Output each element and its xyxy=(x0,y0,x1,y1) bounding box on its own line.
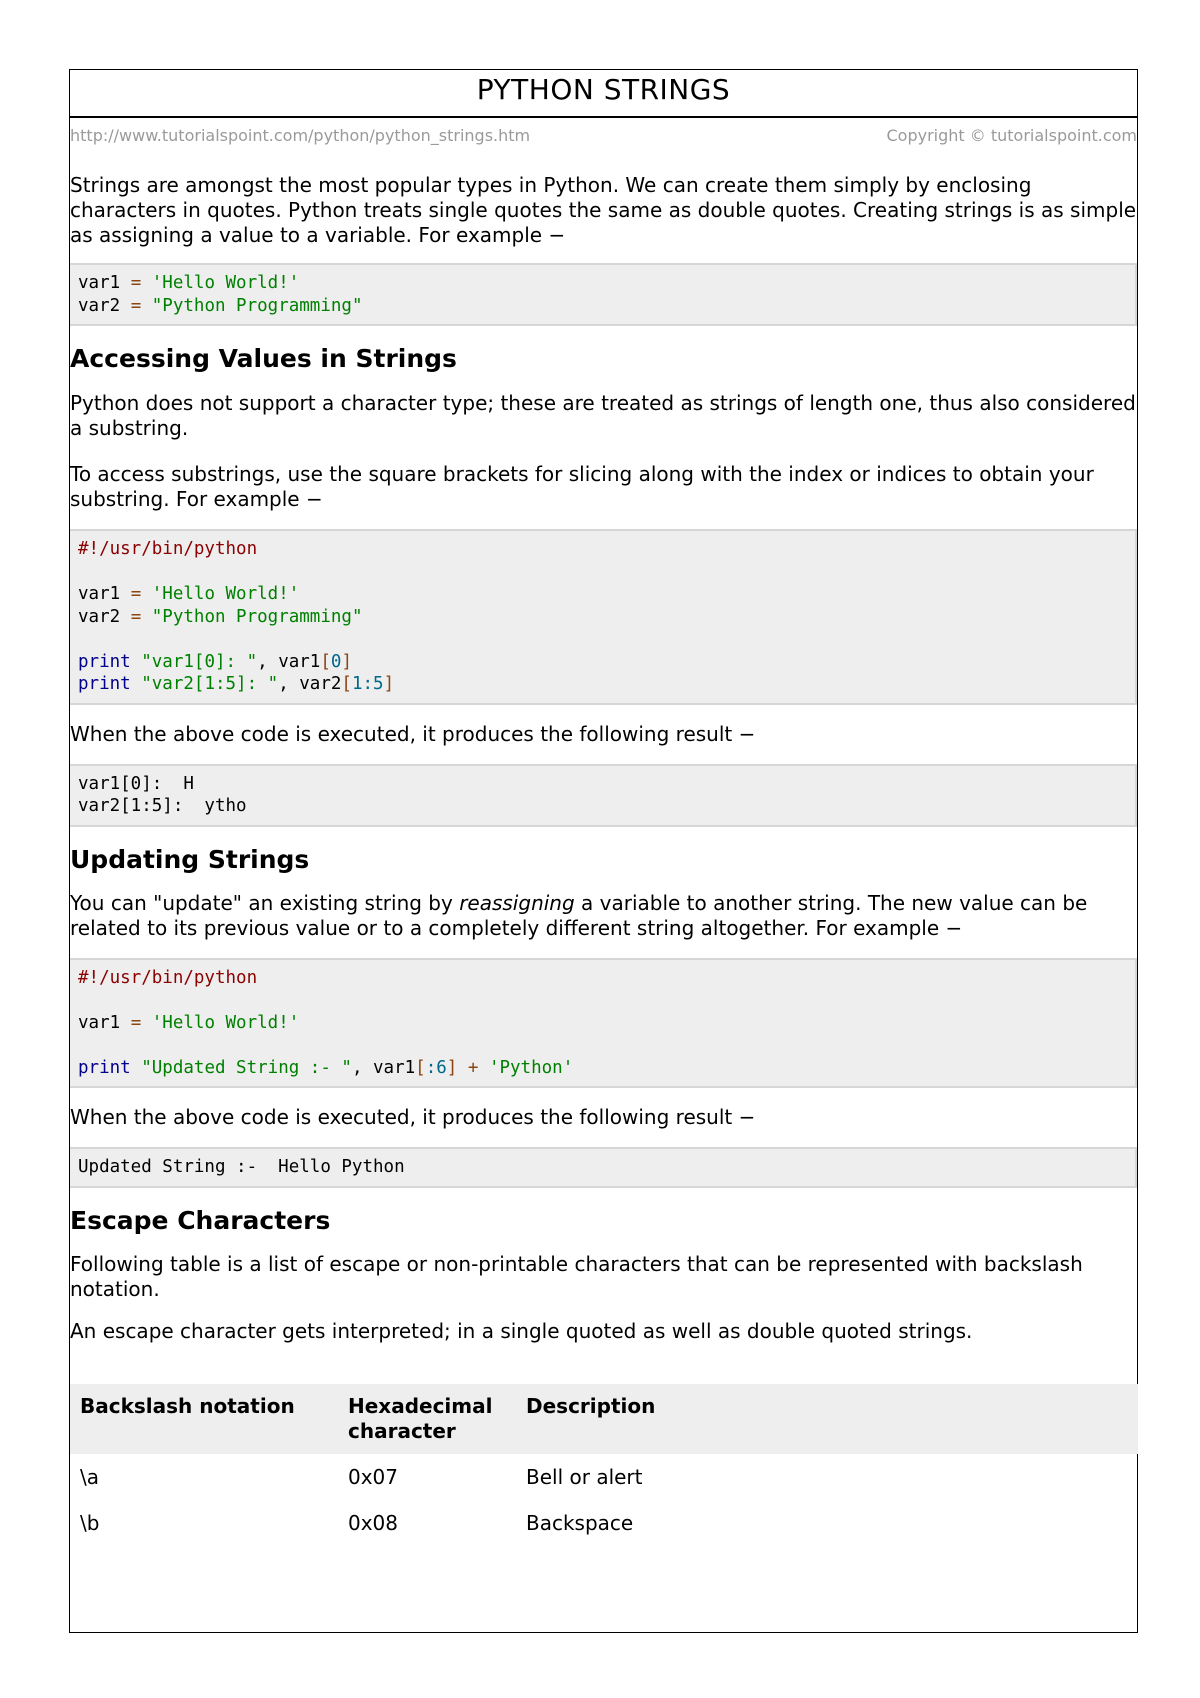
code-token: = xyxy=(120,584,152,604)
code-token: "Python Programming" xyxy=(151,295,363,316)
article-body xyxy=(70,173,1137,1546)
code-token: #!/usr/bin/python xyxy=(78,539,258,559)
table-cell: 0x07 xyxy=(348,1464,399,1489)
code-token: var1 xyxy=(78,584,121,604)
table-cell: 0x08 xyxy=(348,1510,399,1535)
code-token: , var1 xyxy=(257,651,321,672)
code-token: ] xyxy=(383,674,395,694)
code-token: , var2 xyxy=(278,674,342,694)
table-cell: \b xyxy=(80,1510,100,1535)
column-header: Description xyxy=(516,1384,1138,1454)
output-line: Updated String :- Hello Python xyxy=(78,1157,405,1177)
code-token: var1 xyxy=(78,273,121,293)
column-header: Backslash notation xyxy=(70,1384,338,1454)
table-cell: \a xyxy=(80,1464,99,1489)
table-row xyxy=(70,1500,1138,1546)
code-token: 0 xyxy=(330,651,342,672)
code-token: :6 xyxy=(425,1057,447,1078)
code-token: "Updated String :- " xyxy=(130,1057,352,1078)
escape-paragraph-2: An escape character gets interpreted; in a single quoted as well as double quoted strings. xyxy=(70,1318,973,1343)
code-token: "Python Programming" xyxy=(151,606,363,627)
code-token: "var2[1:5]: " xyxy=(130,674,279,694)
code-block-updating-result xyxy=(70,1147,1137,1188)
code-block-intro xyxy=(70,263,1137,326)
code-token: print xyxy=(78,1057,131,1078)
accessing-paragraph-1: Python does not support a character type; these are treated as strings of length one, thus also considered a substring. xyxy=(70,391,1136,440)
code-token: = xyxy=(120,295,152,316)
updating-paragraph xyxy=(70,891,1137,941)
code-token: "var1[0]: " xyxy=(130,651,258,672)
code-token: 'Hello World!' xyxy=(151,273,300,293)
code-token: [ xyxy=(320,651,331,672)
code-token: print xyxy=(78,674,131,694)
code-token: = xyxy=(120,273,152,293)
code-token: 'Hello World!' xyxy=(151,584,300,604)
heading-updating-strings: Updating Strings xyxy=(70,844,310,874)
code-token: = xyxy=(120,606,152,627)
code-token: , var1 xyxy=(351,1057,416,1078)
table-header-row xyxy=(70,1384,1138,1454)
output-line: var2[1:5]: ytho xyxy=(78,796,247,816)
escape-paragraph-1: Following table is a list of escape or non-printable characters that can be represented with backslash notation. xyxy=(70,1251,1083,1301)
code-block-accessing xyxy=(70,529,1137,705)
code-token: var2 xyxy=(78,295,121,316)
code-token: var1 xyxy=(78,1012,121,1033)
accessing-paragraph-2: To access substrings, use the square brackets for slicing along with the index or indices to obtain your substring. For example − xyxy=(70,462,1094,511)
code-block-updating xyxy=(70,958,1137,1089)
code-token: = xyxy=(120,1012,152,1033)
heading-escape-characters: Escape Characters xyxy=(70,1205,331,1235)
intro-paragraph: Strings are amongst the most popular types in Python. We can create them simply by enclosing characters in quotes. Python treats single quotes the same as double quotes. Creating strings is as simple as assigning a value to a variable. For example − xyxy=(70,173,1137,247)
table-cell: Backspace xyxy=(526,1510,634,1535)
updating-text-c: a variable to another string. The new value can be related to its previous value or to a completely different string altogether. For example − xyxy=(70,890,1088,940)
code-token: [ xyxy=(415,1057,426,1078)
updating-result-intro: When the above code is executed, it produces the following result − xyxy=(70,1105,756,1129)
copyright-notice: Copyright © tutorialspoint.com xyxy=(886,126,1137,145)
code-token: 'Python' xyxy=(488,1057,574,1078)
escape-table xyxy=(70,1384,1138,1546)
output-line: var1[0]: H xyxy=(78,773,194,794)
table-row xyxy=(70,1454,1138,1500)
code-token: ] xyxy=(341,651,352,672)
updating-text-emphasis: reassigning xyxy=(459,890,575,915)
table-cell: Bell or alert xyxy=(526,1464,643,1489)
code-token: + xyxy=(457,1057,489,1078)
code-token: print xyxy=(78,651,131,672)
updating-text-a: You can "update" an existing string by xyxy=(70,890,460,915)
code-token: ] xyxy=(446,1057,458,1078)
code-token: 1:5 xyxy=(351,674,384,694)
page-title: PYTHON STRINGS xyxy=(70,70,1137,118)
code-block-accessing-result xyxy=(70,764,1137,827)
code-token: [ xyxy=(341,674,352,694)
code-token: #!/usr/bin/python xyxy=(78,967,258,988)
column-header: Hexadecimal character xyxy=(338,1384,516,1454)
accessing-result-intro: When the above code is executed, it produces the following result − xyxy=(70,721,756,746)
code-token: var2 xyxy=(78,606,121,627)
document-page xyxy=(69,69,1138,1633)
source-url[interactable]: http://www.tutorialspoint.com/python/python_strings.htm xyxy=(70,126,531,145)
page-meta xyxy=(70,118,1137,148)
code-token: 'Hello World!' xyxy=(151,1012,300,1033)
heading-accessing-values: Accessing Values in Strings xyxy=(70,344,457,373)
